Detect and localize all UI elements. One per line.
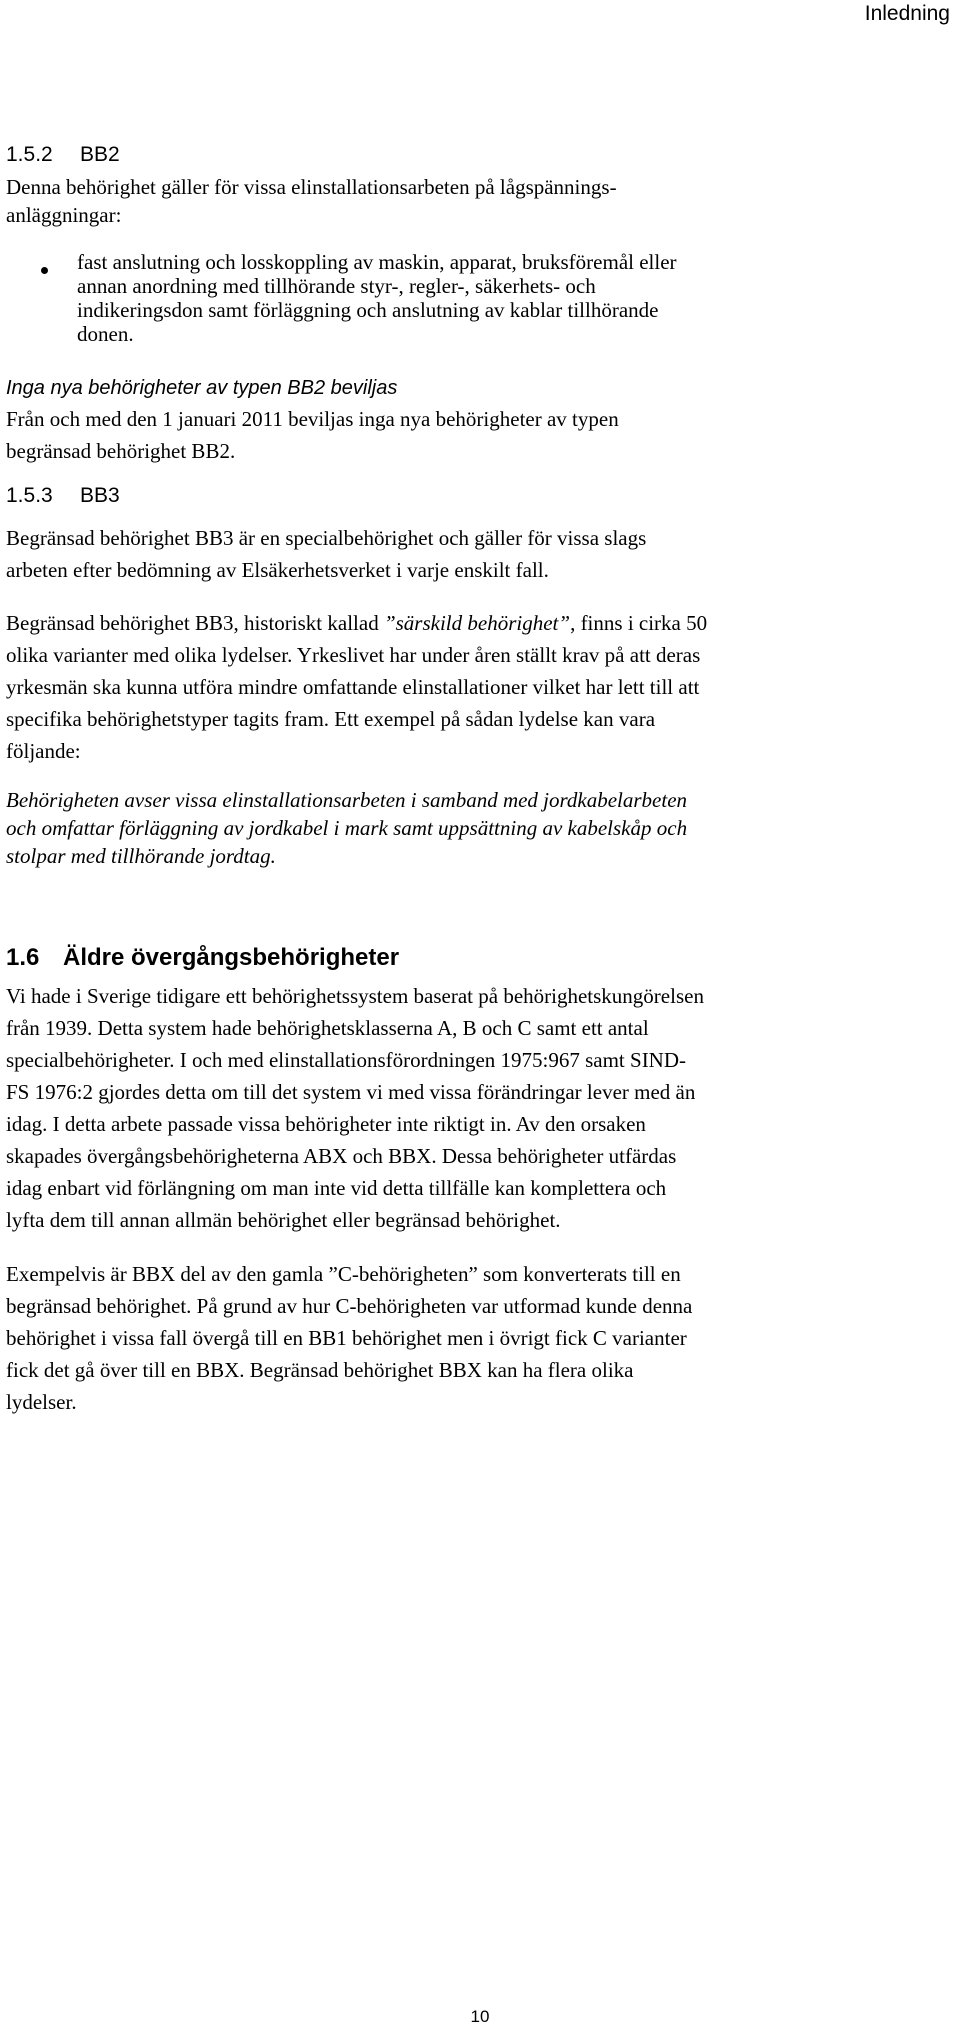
text-line: arbeten efter bedömning av Elsäkerhetsverket i varje enskilt fall. bbox=[6, 558, 549, 582]
text-line bbox=[6, 607, 936, 639]
bullet-item bbox=[77, 250, 677, 346]
text-line: stolpar med tillhörande jordtag. bbox=[6, 844, 276, 868]
section-1-5-3-paragraph-1 bbox=[6, 522, 936, 586]
section-number: 1.5.3 bbox=[6, 484, 53, 507]
text-line: specialbehörigheter. I och med elinstallationsförordningen 1975:967 samt SIND- bbox=[6, 1048, 687, 1072]
text-line: Exempelvis är BBX del av den gamla ”C-behörigheten” som konverterats till en bbox=[6, 1262, 681, 1286]
text-line: Behörigheten avser vissa elinstallationsarbeten i samband med jordkabelarbeten bbox=[6, 788, 688, 812]
text-line: idag. I detta arbete passade vissa behörigheter inte riktigt in. Av den orsaken bbox=[6, 1112, 646, 1136]
text-line: olika varianter med olika lydelser. Yrkeslivet har under åren ställt krav på att deras bbox=[6, 643, 701, 667]
text-line: begränsad behörighet BB2. bbox=[6, 439, 236, 463]
section-title: BB2 bbox=[80, 143, 120, 166]
section-title: BB3 bbox=[80, 484, 120, 507]
text-line: Denna behörighet gäller för vissa elinstallationsarbeten på lågspännings- bbox=[6, 175, 617, 199]
text-line: anläggningar: bbox=[6, 203, 122, 227]
text-line: annan anordning med tillhörande styr-, regler-, säkerhets- och bbox=[77, 274, 596, 298]
text-line: behörighet i vissa fall övergå till en BB1 behörighet men i övrigt fick C varianter bbox=[6, 1326, 687, 1350]
text-line: Från och med den 1 januari 2011 beviljas inga nya behörigheter av typen bbox=[6, 407, 619, 431]
running-header: Inledning bbox=[864, 2, 950, 25]
section-heading-1-5-2 bbox=[6, 143, 120, 167]
text-line: lydelser. bbox=[6, 1390, 77, 1414]
subheading: Inga nya behörigheter av typen BB2 beviljas bbox=[6, 377, 398, 399]
text-line: fick det gå över till en BBX. Begränsad behörighet BBX kan ha flera olika bbox=[6, 1358, 634, 1382]
text-line: från 1939. Detta system hade behörighetsklasserna A, B och C samt ett antal bbox=[6, 1016, 649, 1040]
text-line: donen. bbox=[77, 322, 134, 346]
text-fragment: Begränsad behörighet BB3, historiskt kallad bbox=[6, 611, 384, 635]
section-number: 1.6 bbox=[6, 944, 40, 971]
section-title: Äldre övergångsbehörigheter bbox=[63, 944, 400, 971]
text-line: yrkesmän ska kunna utföra mindre omfattande elinstallationer vilket har lett till att bbox=[6, 675, 700, 699]
text-line: Vi hade i Sverige tidigare ett behörighetssystem baserat på behörighetskungörelsen bbox=[6, 984, 704, 1008]
section-1-5-3-paragraph-2 bbox=[6, 607, 936, 767]
page-number: 10 bbox=[470, 2007, 490, 2026]
text-line: begränsad behörighet. På grund av hur C-behörigheten var utformad kunde denna bbox=[6, 1294, 693, 1318]
text-line: indikeringsdon samt förläggning och anslutning av kablar tillhörande bbox=[77, 298, 659, 322]
text-fragment: , finns i cirka 50 bbox=[570, 611, 708, 635]
text-line: Begränsad behörighet BB3 är en specialbehörighet och gäller för vissa slags bbox=[6, 526, 647, 550]
text-line: följande: bbox=[6, 739, 81, 763]
text-line: specifika behörighetstyper tagits fram. Ett exempel på sådan lydelse kan vara bbox=[6, 707, 656, 731]
section-1-5-2-intro bbox=[6, 173, 936, 229]
text-line: skapades övergångsbehörigheterna ABX och BBX. Dessa behörigheter utfärdas bbox=[6, 1144, 677, 1168]
example-quote bbox=[6, 786, 936, 870]
text-line: fast anslutning och losskoppling av maskin, apparat, bruksföremål eller bbox=[77, 250, 677, 274]
text-line: FS 1976:2 gjordes detta om till det system vi med vissa förändringar lever med än bbox=[6, 1080, 696, 1104]
text-line: idag enbart vid förlängning om man inte vid detta tillfälle kan komplettera och bbox=[6, 1176, 667, 1200]
emphasized-term: ”särskild behörighet” bbox=[383, 611, 571, 635]
section-heading-1-5-3 bbox=[6, 484, 120, 508]
section-1-6-paragraph-1 bbox=[6, 980, 936, 1236]
section-number: 1.5.2 bbox=[6, 143, 53, 166]
text-line: och omfattar förläggning av jordkabel i mark samt uppsättning av kabelskåp och bbox=[6, 816, 688, 840]
section-1-6-paragraph-2 bbox=[6, 1258, 936, 1418]
section-heading-1-6 bbox=[6, 944, 399, 972]
text-line: lyfta dem till annan allmän behörighet eller begränsad behörighet. bbox=[6, 1208, 561, 1232]
bullet-icon bbox=[41, 267, 48, 274]
section-1-5-2-note bbox=[6, 403, 936, 467]
